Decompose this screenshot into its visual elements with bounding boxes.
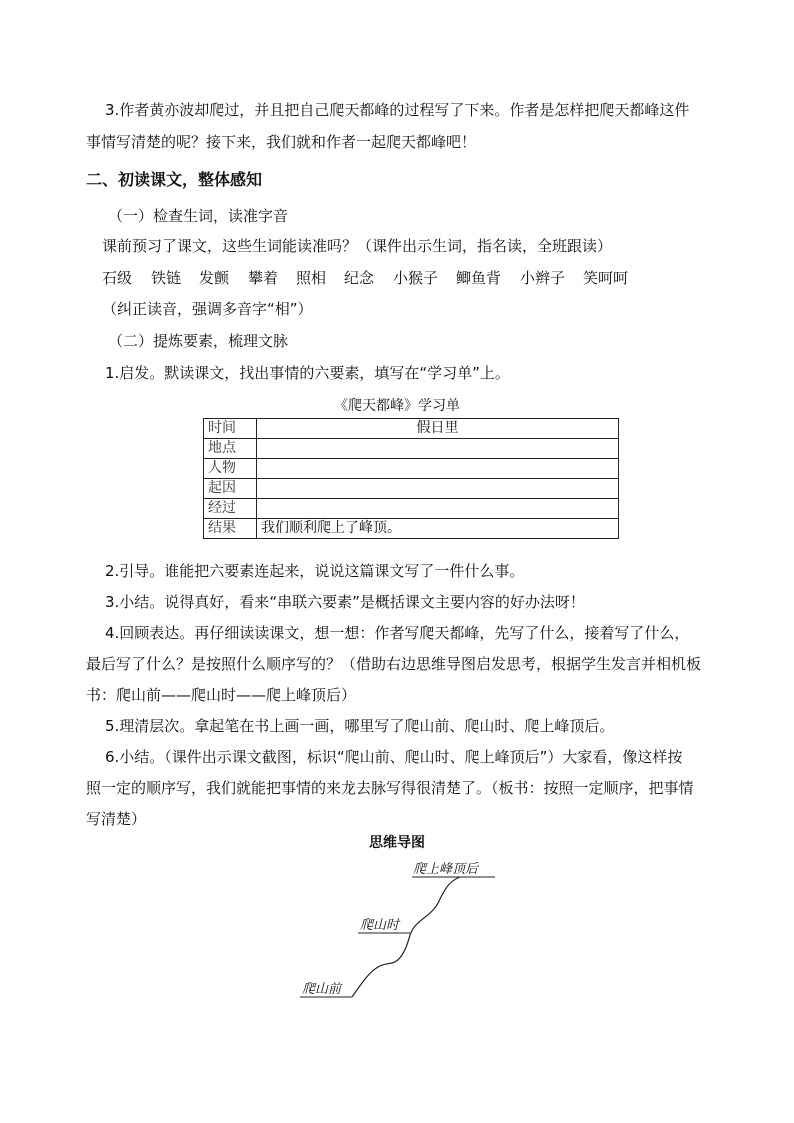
table-row [204, 519, 619, 539]
table-row [204, 439, 619, 459]
row-key: 人物 [204, 459, 257, 479]
climb-path [352, 877, 460, 997]
row-value [257, 499, 619, 519]
row-key: 时间 [204, 419, 257, 439]
label-during-climb: 爬山时 [360, 918, 400, 933]
table-row [204, 419, 619, 439]
step-4-line-3: 书：爬山前——爬山时——爬上峰顶后） [86, 686, 357, 704]
pronunciation-note: （纠正读音，强调多音字“相”） [102, 300, 313, 318]
table-row [204, 459, 619, 479]
vocab-word: 发颤 [199, 269, 230, 287]
paragraph-3-line-1: 3.作者黄亦波却爬过，并且把自己爬天都峰的过程写了下来。作者是怎样把爬天都峰这件 [105, 101, 690, 119]
vocab-word: 铁链 [151, 269, 182, 287]
row-key: 起因 [204, 479, 257, 499]
row-value [257, 479, 619, 499]
vocab-word: 小猴子 [393, 269, 439, 287]
row-key: 结果 [204, 519, 257, 539]
vocab-word: 鲫鱼背 [456, 269, 502, 287]
table-row [204, 479, 619, 499]
study-sheet-table [203, 418, 619, 539]
section-heading: 二、初读课文，整体感知 [86, 170, 263, 189]
row-value: 假日里 [257, 419, 619, 439]
row-key: 经过 [204, 499, 257, 519]
row-key: 地点 [204, 439, 257, 459]
step-1: 1.启发。默读课文，找出事情的六要素，填写在“学习单”上。 [105, 364, 510, 382]
study-sheet-title: 《爬天都峰》学习单 [334, 398, 460, 414]
mind-map-title: 思维导图 [369, 835, 425, 851]
step-4-line-2: 最后写了什么？是按照什么顺序写的？（借助右边思维导图启发思考，根据学生发言并相机板 [86, 655, 702, 673]
vocab-word: 小辫子 [520, 269, 566, 287]
vocab-word: 照相 [296, 269, 327, 287]
label-before-climb: 爬山前 [302, 982, 342, 997]
vocab-word: 纪念 [344, 269, 375, 287]
subheading-1: （一）检查生词，读准字音 [108, 207, 289, 225]
vocab-intro: 课前预习了课文，这些生词能读准吗？（课件出示生词，指名读，全班跟读） [102, 237, 613, 255]
step-6-line-3: 写清楚） [86, 810, 147, 828]
step-4-line-1: 4.回顾表达。再仔细读读课文，想一想：作者写爬天都峰，先写了什么，接着写了什么， [105, 624, 690, 642]
step-6-line-1: 6.小结。（课件出示课文截图，标识“爬山前、爬山时、爬上峰顶后”）大家看，像这样按 [105, 748, 683, 766]
row-value [257, 459, 619, 479]
step-3: 3.小结。说得真好，看来“串联六要素”是概括课文主要内容的好办法呀！ [105, 593, 585, 611]
row-value: 我们顺利爬上了峰顶。 [257, 519, 619, 539]
step-5: 5.理清层次。拿起笔在书上画一画，哪里写了爬山前、爬山时、爬上峰顶后。 [105, 717, 615, 735]
vocabulary-list [102, 267, 662, 289]
vocab-word: 笑呵呵 [583, 269, 629, 287]
vocab-word: 石级 [102, 269, 133, 287]
table-row [204, 499, 619, 519]
vocab-word: 攀着 [248, 269, 279, 287]
subheading-2: （二）提炼要素，梳理文脉 [108, 332, 289, 350]
step-6-line-2: 照一定的顺序写，我们就能把事情的来龙去脉写得很清楚了。（板书：按照一定顺序，把事情 [86, 779, 694, 797]
label-after-summit: 爬上峰顶后 [413, 862, 479, 877]
step-2: 2.引导。谁能把六要素连起来，说说这篇课文写了一件什么事。 [105, 562, 525, 580]
paragraph-3-line-2: 事情写清楚的呢？接下来，我们就和作者一起爬天都峰吧！ [86, 133, 477, 151]
row-value [257, 439, 619, 459]
